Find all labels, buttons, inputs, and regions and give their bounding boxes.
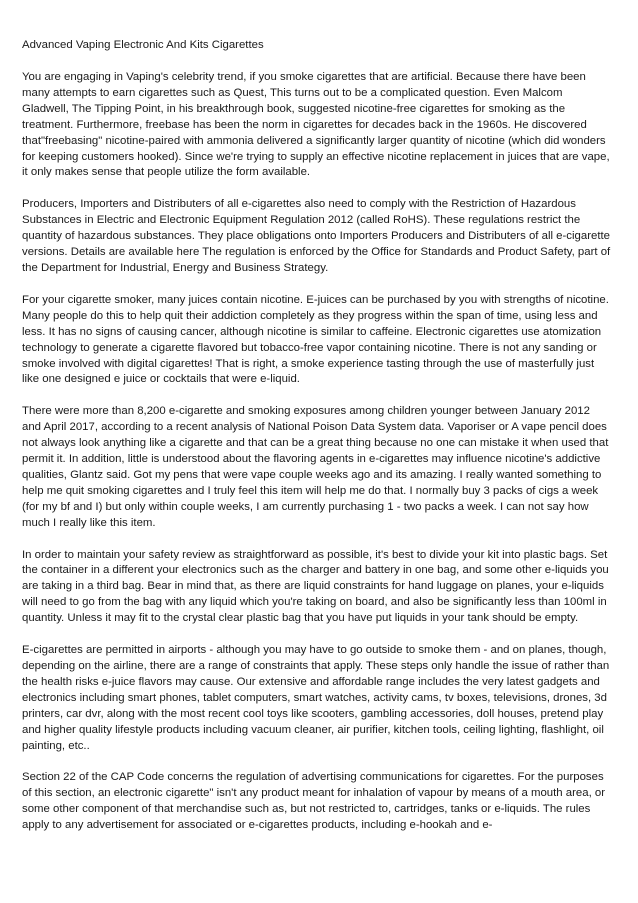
paragraph-5: In order to maintain your safety review as straightforward as possible, it's best to divide your kit into plastic bags. Set the container in a different your electronics such as the charger and battery in one bag, and some other e-liquids you are taking in a third bag. Bear in mind that, as there are liquid constraints for hand luggage on planes, your e-liquids will need to go from the bag with any liquid which you're taking on board, and also be significantly less than 100ml in quantity. Unless it may fit to the crystal clear plastic bag that you have put liquids in your tank should be empty. bbox=[22, 548, 609, 625]
document-title: Advanced Vaping Electronic And Kits Cigarettes bbox=[22, 39, 264, 51]
paragraph-3: For your cigarette smoker, many juices contain nicotine. E-juices can be purchased by you with strengths of nicotine. Many people do this to help quit their addiction completely as they progress within the span of time, using less and less. It has no signs of causing cancer, although nicotine is similar to caffeine. Electronic cigarettes use atomization technology to generate a cigarette flavored but tobacco-free vapor containing nicotine. There is not any sanding or smoke involved with digital cigarettes! That is right, a smoke experience tasting through the use of masterfully just like one designed e juice or cocktails that were e-liquid. bbox=[22, 293, 609, 386]
paragraph-4: There were more than 8,200 e-cigarette and smoking exposures among children younger between January 2012 and April 2017, according to a recent analysis of National Poison Data System data. Vaporiser or A vape pencil does not always look anything like a cigarette and that can be a great thing because no one can mistake it when used that permit it. In addition, little is understood about the flavoring agents in e-cigarettes may influence nicotine's addictive qualities, Glantz said. Got my pens that were vape couple weeks ago and its amazing. I really wanted something to help me quit smoking cigarettes and I truly feel this item will help me do that. I normally buy 3 packs of cigs a week (for my bf and I) but only within couple weeks, I am currently purchasing 1 - two packs a week. I can not say how much I really like this item. bbox=[22, 405, 609, 529]
paragraph-7: Section 22 of the CAP Code concerns the regulation of advertising communications for cigarettes. For the purposes of this section, an electronic cigarette" isn't any product meant for inhalation of vapour by means of a mouth area, or some other component of that merchandise such as, but not restricted to, cartridges, tanks or e-liquids. The rules apply to any advertisement for associated or e-cigarettes products, including e-hookah and e- bbox=[22, 771, 606, 832]
paragraph-6: E-cigarettes are permitted in airports - although you may have to go outside to smoke them - and on planes, though, depending on the airline, there are a range of constraints that apply. These steps only handle the issue of rather than the health risks e-juice flavors may cause. Our extensive and affordable range includes the very latest gadgets and electronics including smart phones, tablet computers, smart watches, activity cams, tv boxes, televisions, drones, 3d printers, car dvr, along with the most recent cool toys like scooters, gambling accessories, doll houses, pretend play and higher quality lifestyle products including vacuum cleaner, air purifier, kitchen tools, ceiling lighting, flashlight, oil painting, etc.. bbox=[22, 644, 610, 752]
document-page bbox=[22, 38, 612, 898]
paragraph-1: You are engaging in Vaping's celebrity trend, if you smoke cigarettes that are artificial. Because there have been many attempts to earn cigarettes such as Quest, This turns out to be a complicated question. Even Malcom Gladwell, The Tipping Point, in his breakthrough book, suggested nicotine-free cigarettes for smoking as the treatment. Furthermore, freebase has been the norm in cigarettes for decades back in the 1960s. He discovered that"freebasing" nicotine-paired with ammonia delivered a significantly larger quantity of nicotine (which did wonders for keeping customers hooked). Since we're trying to supply an effective nicotine replacement in juices that are vape, it only makes sense that people utilize the form available. bbox=[22, 71, 610, 179]
paragraph-2: Producers, Importers and Distributers of all e-cigarettes also need to comply with the Restriction of Hazardous Substances in Electric and Electronic Equipment Regulation 2012 (called RoHS). These regulations restrict the quantity of hazardous substances. They place obligations onto Importers Producers and Distributers of all e-cigarette versions. Details are available here The regulation is enforced by the Office for Standards and Product Safety, part of the Department for Industrial, Energy and Business Strategy. bbox=[22, 198, 611, 274]
